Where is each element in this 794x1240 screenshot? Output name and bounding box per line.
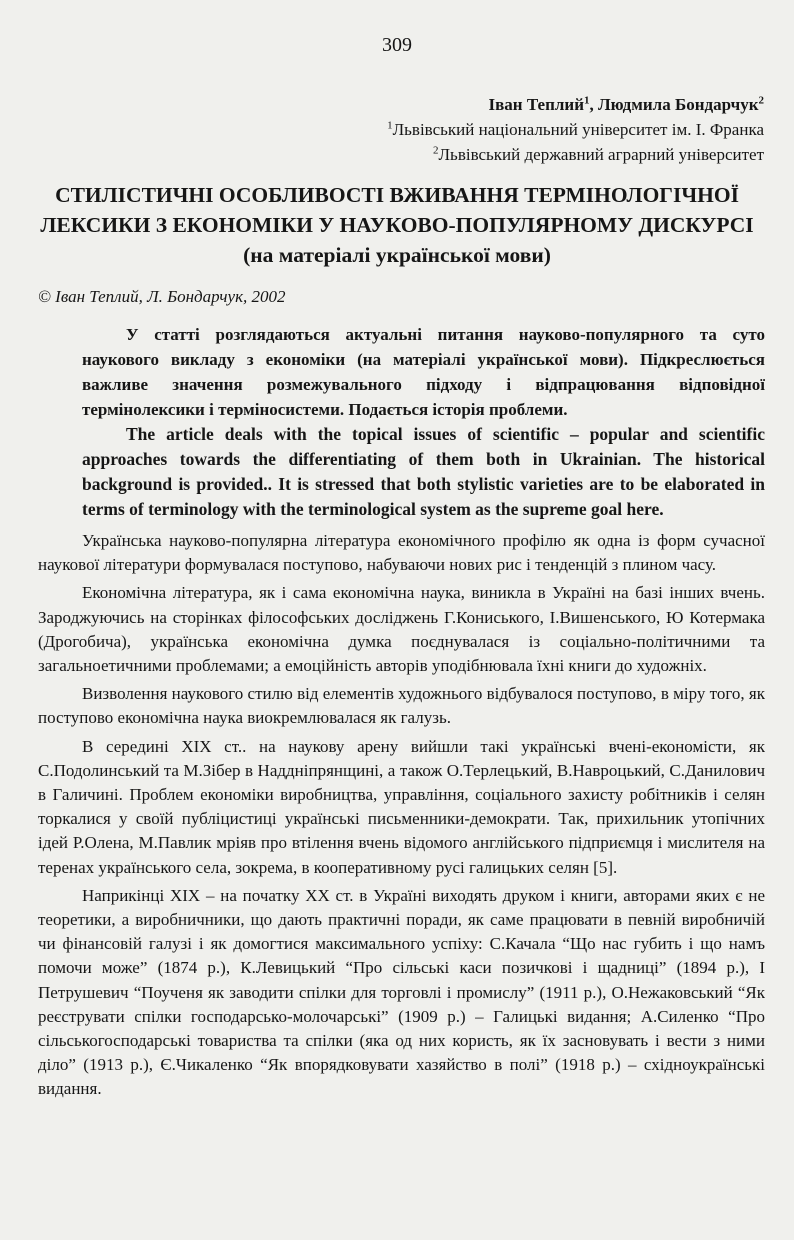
body-text bbox=[38, 529, 765, 1102]
abstract-ukrainian-text: У статті розглядаються актуальні питання науково-популярного та суто наукового викладу з економіки (на матеріалі української мови). Підкреслюється важливе значення розмежувального підходу і відпрацювання відповідної термінолексики і терміносистеми. Подається історія проблеми. bbox=[82, 325, 765, 419]
title-line-3: (на матеріалі української мови) bbox=[243, 243, 551, 267]
paragraph-4: В середині XIX ст.. на наукову арену вийшли такі українські вчені-економісти, як С.Подолинський та М.Зібер в Наддніпрянщині, а також О.Терлецький, В.Навроцький, С.Данилович в Галичині. Проблем економіки виробництва, управління, соціального захисту робітників і селян торкалися у своїй публіцистиці українські письменники-демократи. Так, прихильник утопічних ідей Р.Олена, М.Павлик мріяв про втілення вчень відомого англійського підприємця і мислителя на теренах українського села, зокрема, в кооперативному русі галицьких селян [5]. bbox=[38, 736, 765, 877]
abstract-english-text: The article deals with the topical issues of scientific – popular and scientific approaches towards the differentiating of them both in Ukrainian. The historical background is provided.. It is stressed that both stylistic varieties are to be elaborated in terms of terminology with the terminological system as the supreme goal here. bbox=[82, 424, 765, 519]
paragraph-3: Визволення наукового стилю від елементів художнього відбувалося поступово, в міру того, як поступово економічна наука виокремлювалася як галузь. bbox=[38, 684, 765, 728]
abstract-ukrainian bbox=[82, 322, 765, 422]
author-1-mark: 1 bbox=[584, 94, 590, 107]
affiliation-2-mark: 2 bbox=[433, 144, 439, 157]
title-line-1: СТИЛІСТИЧНІ ОСОБЛИВОСТІ ВЖИВАННЯ ТЕРМІНОЛОГІЧНОЇ bbox=[55, 183, 739, 207]
title-line-2: ЛЕКСИКИ З ЕКОНОМІКИ У НАУКОВО-ПОПУЛЯРНОМУ ДИСКУРСІ bbox=[40, 213, 754, 237]
author-1-name: Іван Теплий bbox=[488, 95, 584, 114]
affiliation-2-text: Львівський державний аграрний університет bbox=[438, 145, 764, 164]
paragraph-2: Економічна література, як і сама економічна наука, виникла в Україні на базі інших вчень. Зароджуючись на сторінках філософських досліджень Г.Кониського, І.Вишенського, Ю Котермака (Дрогобича), українська економічна думка поєднувалася із соціально-політичними та загальноетичними проблемами; а емоційність авторів уподібнювала їхні книги до художніх. bbox=[38, 583, 765, 676]
author-affiliation-block bbox=[387, 92, 764, 167]
author-2-name: Людмила Бондарчук bbox=[598, 95, 759, 114]
affiliation-1-text: Львівський національний університет ім. І. Франка bbox=[392, 120, 764, 139]
article-title bbox=[30, 180, 764, 270]
affiliation-1-mark: 1 bbox=[387, 119, 393, 132]
author-separator: , bbox=[589, 95, 598, 114]
copyright-notice: © Іван Теплий, Л. Бондарчук, 2002 bbox=[38, 287, 286, 306]
author-2-mark: 2 bbox=[758, 94, 764, 107]
paragraph-5: Наприкінці XIX – на початку XX ст. в Україні виходять друком і книги, авторами яких є не теоретики, а виробничники, що дають практичні поради, як саме працювати в певній виробничій чи фінансовій галузі і як домогтися максимального успіху: С.Качала “Що нас губить і що намъ помочи може” (1874 р.), К.Левицький “Про сільські каси позичкові і щадниці” (1894 р.), І Петрушевич “Поученя як заводити спілки для торговлі і промислу” (1911 р.), О.Нежаковський “Як реєструвати спілки господарсько-молочарські” (1909 р.) – Галицькі видання; А.Силенко “Про сільськогосподарські товариства та спілки (яка од них користь, як їх засновувать і вести з ними діло” (1913 р.), Є.Чикаленко “Як впорядковувати хазяйство в полі” (1918 р.) – східноукраїнські видання. bbox=[38, 885, 765, 1099]
abstract-english bbox=[82, 422, 765, 522]
page-number: 309 bbox=[382, 34, 412, 56]
affiliation-2 bbox=[387, 142, 764, 167]
paragraph-1: Українська науково-популярна література економічного профілю як одна із форм сучасної наукової літератури формувалася поступово, набуваючи нових рис і тенденцій з плином часу. bbox=[38, 531, 765, 575]
authors-line bbox=[387, 92, 764, 117]
affiliation-1 bbox=[387, 117, 764, 142]
